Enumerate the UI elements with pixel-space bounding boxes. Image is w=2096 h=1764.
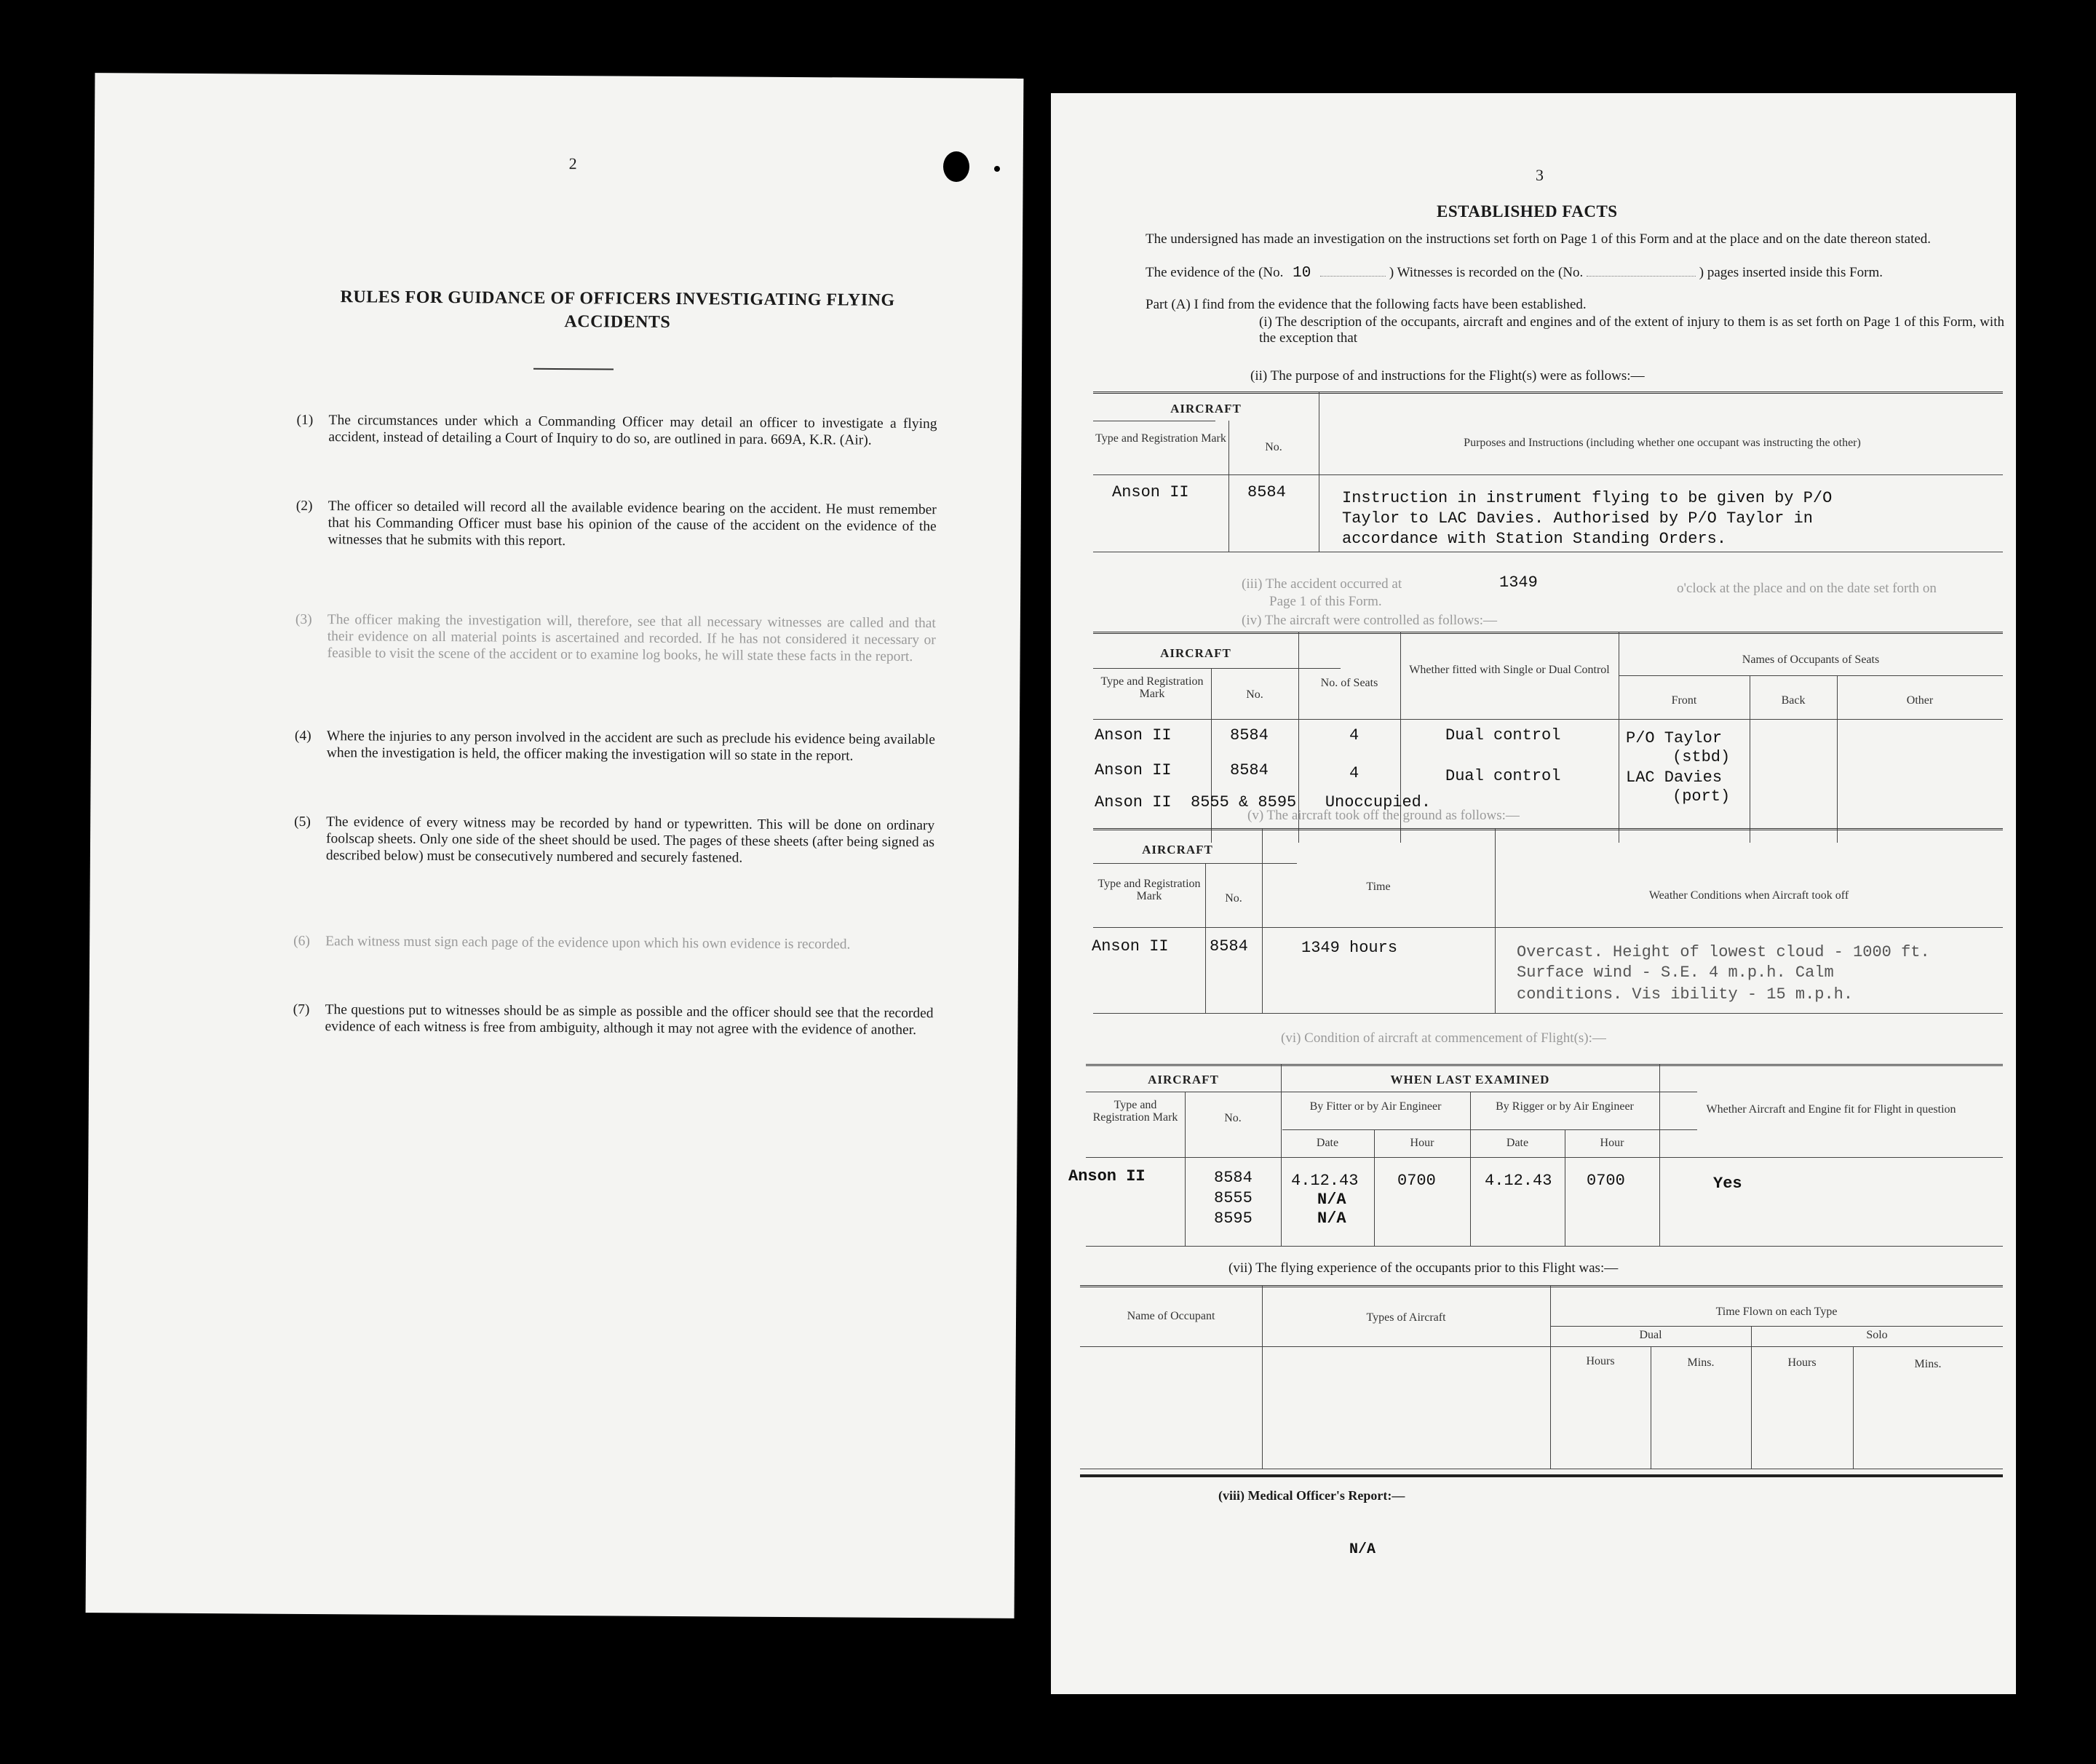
punch-hole-mark [943, 151, 969, 182]
t3-aircraft-header: AIRCRAFT [1142, 843, 1213, 857]
t1-type-header: Type and Registration Mark [1095, 432, 1226, 445]
t2-seats-cell: 4 [1349, 726, 1359, 744]
left-page [86, 73, 1024, 1618]
t4-hour-header: Hour [1600, 1137, 1624, 1149]
t1-aircraft-header: AIRCRAFT [1170, 402, 1242, 416]
t2-type-cell: Anson II [1095, 726, 1172, 744]
t4-when-header: WHEN LAST EXAMINED [1390, 1073, 1550, 1086]
medical-report-value: N/A [1349, 1541, 1376, 1558]
item-iii-text [1242, 576, 1402, 592]
t5-solo-header: Solo [1866, 1329, 1888, 1341]
evidence-line [1146, 265, 1883, 282]
t1-purpose-line: Instruction in instrument flying to be given by P/O [1342, 489, 1833, 507]
page-number-right: 3 [1536, 166, 1544, 184]
t4-rigger-header: By Rigger or by Air Engineer [1496, 1100, 1634, 1113]
t4-date-header: Date [1506, 1137, 1529, 1149]
t4-no-header: No. [1224, 1112, 1242, 1124]
t2-no-cell: 8584 [1230, 726, 1269, 744]
rule-number: (3) [295, 611, 312, 627]
punch-hole-mark [994, 166, 1000, 172]
rules-title: RULES FOR GUIDANCE OF OFFICERS INVESTIGATING FLYING ACCIDENTS [340, 287, 895, 332]
t4-rigger-date: 4.12.43 [1485, 1172, 1552, 1190]
t1-type-cell: Anson II [1112, 483, 1189, 501]
rule-number: (7) [293, 1001, 310, 1017]
t5-hours-header: Hours [1787, 1356, 1817, 1369]
t2-no-cell: 8584 [1230, 761, 1269, 779]
rule-item [293, 933, 934, 953]
t4-fit-header: Whether Aircraft and Engine fit for Flight in question [1706, 1103, 1956, 1116]
page-number-left: 2 [568, 154, 577, 173]
rule-number: (2) [295, 498, 313, 514]
t3-no-cell: 8584 [1210, 937, 1248, 956]
item-vii-text: (vii) The flying experience of the occupants prior to this Flight was:— [1228, 1260, 1619, 1276]
part-a-statement: Part (A) I find from the evidence that the following facts have been established. [1146, 297, 1587, 312]
t2-control-cell: Dual control [1445, 726, 1561, 744]
item-vi-text: (vi) Condition of aircraft at commencement of Flight(s):— [1281, 1030, 1606, 1046]
t2-type-header: Type and Registration Mark [1100, 675, 1204, 700]
t4-type-header: Type and Registration Mark [1092, 1099, 1178, 1124]
item-iii-text-3: Page 1 of this Form. [1269, 594, 1382, 609]
t3-weather-line: Overcast. Height of lowest cloud - 1000 ft. [1517, 943, 1930, 961]
t3-type-cell: Anson II [1092, 937, 1169, 956]
t1-purpose-header: Purposes and Instructions (including whether one occupant was instructing the other) [1464, 437, 1861, 449]
t4-type-cell: Anson II [1068, 1167, 1146, 1185]
item-iv-text: (iv) The aircraft were controlled as follows:— [1242, 613, 1498, 628]
t4-date-header: Date [1316, 1137, 1339, 1149]
t1-no-cell: 8584 [1247, 483, 1286, 501]
t4-no-cell: 8584 [1214, 1169, 1253, 1187]
dotted-blank [1587, 276, 1696, 277]
t2-front-header: Front [1671, 694, 1697, 707]
rule-number: (6) [293, 933, 311, 949]
dotted-blank [1320, 276, 1386, 277]
rule-item [295, 498, 936, 552]
t3-type-header: Type and Registration Mark [1097, 878, 1201, 902]
t2-front-cell-2: (stbd) [1672, 748, 1731, 766]
t2-no-header: No. [1246, 688, 1263, 701]
t1-purpose-line: Taylor to LAC Davies. Authorised by P/O Taylor in [1342, 509, 1813, 528]
intro-paragraph: The undersigned has made an investigation on the instructions set forth on Page 1 of this Form and at the place and on the date thereon stated. [1146, 231, 1932, 247]
rule-text: Each witness must sign each page of the evidence upon which his own evidence is recorded. [325, 934, 851, 953]
t4-fitter-date: N/A [1317, 1209, 1346, 1228]
t3-weather-header: Weather Conditions when Aircraft took off [1648, 889, 1849, 902]
t2-type-cell: Anson II [1095, 761, 1172, 779]
t4-fitter-date: N/A [1317, 1191, 1346, 1209]
t2-aircraft-header: AIRCRAFT [1160, 646, 1231, 660]
rule-item [294, 814, 934, 867]
t5-hours-header: Hours [1586, 1355, 1615, 1367]
established-facts-heading: ESTABLISHED FACTS [1437, 202, 1618, 220]
t2-back-header: Back [1781, 694, 1806, 707]
t5-dual-header: Dual [1639, 1329, 1662, 1341]
rule-item [293, 1001, 933, 1038]
evidence-label-3: ) pages inserted inside this Form. [1699, 265, 1883, 280]
rule-item [295, 611, 936, 665]
rule-item [295, 728, 935, 765]
t2-seats-cell: 4 [1349, 764, 1359, 782]
item-viii-text: (viii) Medical Officer's Report:— [1218, 1488, 1405, 1503]
t4-fit-cell: Yes [1713, 1175, 1742, 1193]
t5-mins-header: Mins. [1914, 1358, 1942, 1370]
t2-front-cell-2: (port) [1672, 787, 1731, 806]
item-v-text: (v) The aircraft took off the ground as follows:— [1247, 808, 1520, 823]
rule-text: The officer so detailed will record all the available evidence bearing on the accident. He must remember that his Commanding Officer must base his opinion of the cause of the accident on the evidence of the witnesses that he submits with this report. [328, 498, 937, 549]
t5-mins-header: Mins. [1687, 1356, 1715, 1369]
rule-item [296, 412, 937, 449]
rule-text: The circumstances under which a Commanding Officer may detail an officer to investigate a flying accident, instead of detailing a Court of Inquiry to do so, are outlined in para. 669A, K.R. (Air). [328, 413, 937, 448]
rule-text: The questions put to witnesses should be as simple as possible and the officer should see that the recorded evidence of each witness is free from ambiguity, although it may not agree with the evidence of another. [325, 1002, 934, 1038]
t1-purpose-line: accordance with Station Standing Orders. [1342, 530, 1727, 548]
item-i-text: (i) The description of the occupants, aircraft and engines and of the extent of injury to them is as set forth on Page 1 of this Form, with the exception that [1259, 314, 2004, 346]
t5-types-header: Types of Aircraft [1366, 1311, 1446, 1324]
t3-weather-line: Surface wind - S.E. 4 m.p.h. Calm [1517, 964, 1834, 982]
t2-front-cell: LAC Davies [1626, 768, 1723, 787]
rule-text: The evidence of every witness may be recorded by hand or typewritten. This will be done on ordinary foolscap sheets. Only one side of the sheet should be used. The pages of these sheets (after being signed as described below) must be consecutively numbered and securely fastened. [325, 814, 935, 866]
title-divider [533, 368, 614, 370]
t2-seats-header: No. of Seats [1320, 677, 1378, 689]
item-iii-text-2: o'clock at the place and on the date set forth on [1677, 581, 1937, 596]
rule-number: (4) [294, 728, 311, 744]
item-iii-label: (iii) The accident occurred at [1242, 576, 1402, 592]
rule-text: Where the injuries to any person involved in the accident are such as preclude his evidence being available when the investigation is held, the officer making the investigation will so state in the report. [326, 728, 935, 764]
t5-time-header: Time Flown on each Type [1715, 1306, 1838, 1318]
t4-fitter-hour: 0700 [1397, 1172, 1436, 1190]
t2-other-header: Other [1906, 694, 1934, 707]
t2-unoccupied-row: Anson II 8555 & 8595 Unoccupied. [1095, 793, 1432, 811]
t3-time-header: Time [1366, 881, 1391, 893]
t4-no-cell: 8555 [1214, 1189, 1253, 1207]
rule-number: (1) [296, 412, 314, 428]
t5-name-header: Name of Occupant [1127, 1310, 1215, 1322]
t2-control-header: Whether fitted with Single or Dual Control [1409, 664, 1610, 676]
right-page [1051, 93, 2016, 1694]
evidence-label: The evidence of the (No. [1146, 265, 1284, 280]
t4-no-cell: 8595 [1214, 1209, 1253, 1228]
item-ii-text: (ii) The purpose of and instructions for the Flight(s) were as follows:— [1250, 368, 1645, 384]
t2-front-cell: P/O Taylor [1626, 729, 1723, 747]
rule-number: (5) [294, 814, 311, 830]
t3-weather-line: conditions. Vis ibility - 15 m.p.h. [1517, 985, 1854, 1004]
witness-count: 10 [1293, 265, 1311, 282]
t4-fitter-date: 4.12.43 [1291, 1172, 1359, 1190]
accident-time: 1349 [1499, 573, 1538, 592]
rule-text: The officer making the investigation will, therefore, see that all necessary witnesses are called and that their evidence on all material points is ascertained and recorded. If he has not considered it necessary or feasible to visit the scene of the accident or to examine log books, he will state these facts in the report. [327, 612, 936, 665]
t4-aircraft-header: AIRCRAFT [1148, 1073, 1219, 1086]
t4-fitter-header: By Fitter or by Air Engineer [1309, 1100, 1442, 1113]
evidence-label-2: ) Witnesses is recorded on the (No. [1389, 265, 1584, 280]
t2-control-cell: Dual control [1445, 767, 1561, 785]
t3-no-header: No. [1225, 892, 1242, 905]
t4-hour-header: Hour [1410, 1137, 1434, 1149]
t3-time-cell: 1349 hours [1301, 939, 1398, 957]
t2-names-header: Names of Occupants of Seats [1742, 653, 1880, 666]
t4-rigger-hour: 0700 [1587, 1172, 1625, 1190]
t1-no-header: No. [1265, 441, 1282, 453]
